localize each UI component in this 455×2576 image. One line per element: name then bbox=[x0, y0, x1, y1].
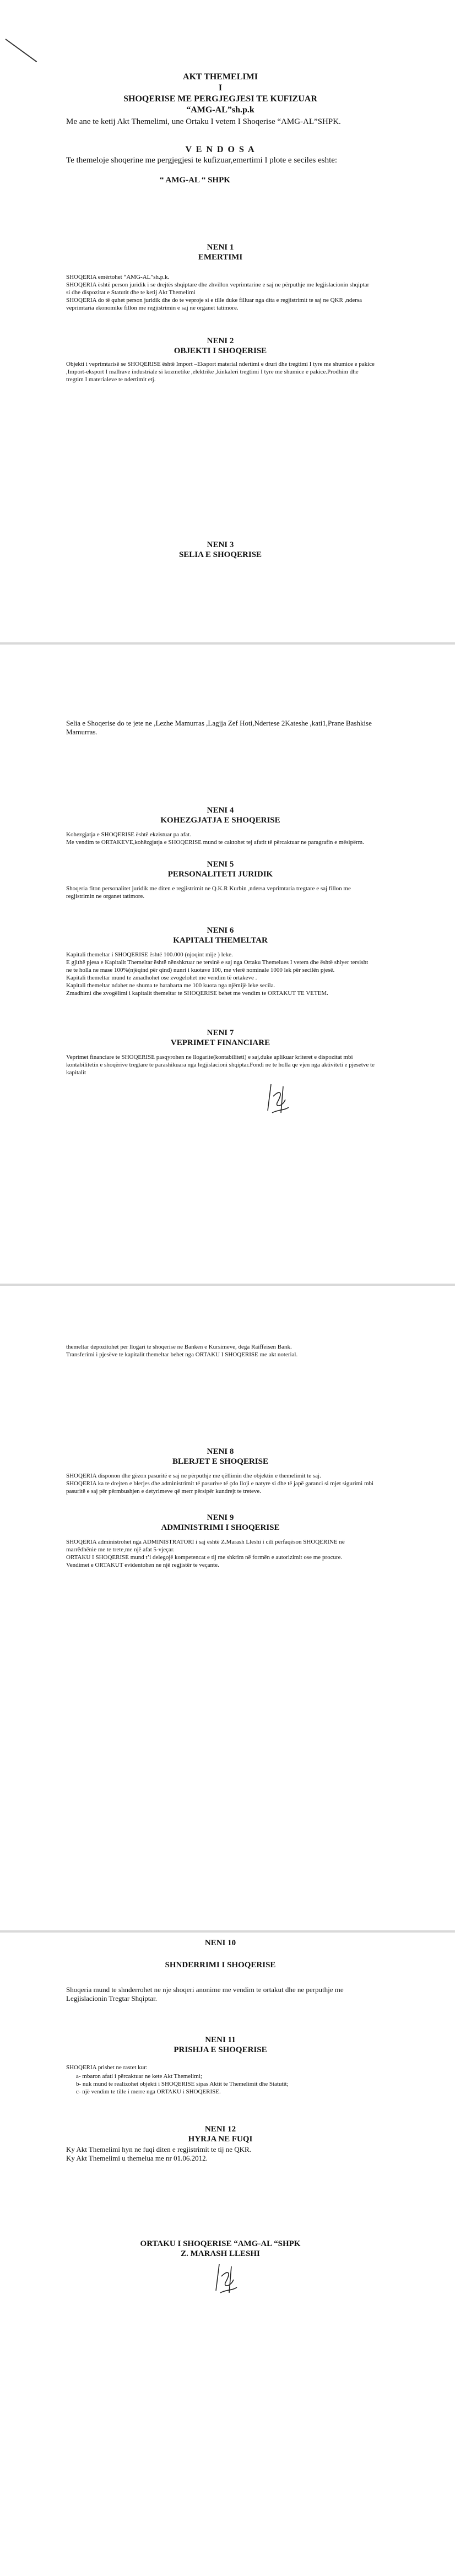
s6-p1: Kapitali themeltar i SHOQERISE është 100.000 (njoqint mije ) leke. bbox=[66, 951, 233, 958]
s4-text bbox=[66, 831, 375, 846]
s9-number: NENI 9 bbox=[207, 1513, 234, 1522]
s1-text bbox=[66, 273, 375, 312]
s7-title: VEPRIMET FINANCIARE bbox=[170, 1038, 270, 1047]
s7-number: NENI 7 bbox=[207, 1029, 234, 1037]
s2-text: Objekti i veprimtarisë se SHOQERISE është Import –Eksport material ndertimi e druri dhe tregtimi I tyre me shumice e pakice ,Import-eksport I mallrave industriale si kozmetike ,elektrike ,kinkaleri tregtimi I tyre me shumice e pakice.Prodhim dhe tregtim I materialeve te ndertimit etj. bbox=[66, 361, 375, 383]
document-page-1 bbox=[0, 0, 455, 642]
s12-p2: Ky Akt Themelimi u themelua me nr 01.06.2012. bbox=[66, 2154, 208, 2162]
s5-text: Shoqeria fiton personalitet juridik me diten e regjistrimit ne Q.K.R Kurbin ,ndersa veprimtaria tregtare e saj fillon me regjistrimin ne organet tatimore. bbox=[66, 885, 351, 900]
s10-number: NENI 10 bbox=[204, 1939, 236, 1947]
s2-title: OBJEKTI I SHOQERISE bbox=[174, 347, 267, 355]
list-item: a- mbaron afati i përcaktuar ne kete Akt Themelimi; bbox=[76, 2073, 202, 2080]
s9-p3: Vendimet e ORTAKUT evidentohen ne një regjistër te veçante. bbox=[66, 1562, 219, 1568]
s6-p2: E gjithë pjesa e Kapitalit Themeltar është nënshkruar ne tersinë e saj nga Ortaku Themelues I vetem dhe është shlyer tersisht ne te holla ne mase 100%(njëqind për qind) nunri i kuotave 100, me vlerë nominale 1000 lek për secilën pjesë. bbox=[66, 959, 369, 973]
s11-text bbox=[66, 2064, 375, 2096]
list-item: b- nuk mund te realizohet objekti i SHOQERISE sipas Aktit te Themelimit dhe Statutit; bbox=[76, 2081, 289, 2087]
s10-text: Shoqeria mund te shnderrohet ne nje shoqeri anonime me vendim te ortakut dhe ne perputhje me Legjislacionin Tregtar Shqiptar. bbox=[66, 1985, 344, 2003]
s9-text bbox=[66, 1538, 375, 1569]
s7-text-part2 bbox=[66, 1343, 375, 1359]
s11-p1: SHOQERIA prishet ne rastet kur: bbox=[66, 2064, 148, 2071]
footer-signatory-name: Z. MARASH LLESHI bbox=[181, 2249, 260, 2258]
s4-p2: Me vendim te ORTAKEVE,kohëzgjatja e SHOQERISE mund te caktohet tej afatit të përcaktuar ne paragrafin e mësipërm. bbox=[66, 839, 364, 846]
doc-title-line2: I bbox=[218, 83, 223, 93]
doc-title-line4: “AMG-AL”sh.p.k bbox=[186, 105, 254, 115]
s4-number: NENI 4 bbox=[207, 806, 234, 815]
s9-p2: ORTAKU I SHOQERISE mund t’i delegojë kompetencat e tij me shkrim në formën e autorizimit ose me procure. bbox=[66, 1554, 343, 1561]
s1-p2: SHOQERIA është person juridik i se drejtës shqiptare dhe zhvillon veprimtarine e saj ne përputhje me legjislacionin shqiptar si dhe dispozitat e Statutit dhe te ketij Akt Themelimi bbox=[66, 282, 370, 296]
s12-title: HYRJA NE FUQI bbox=[188, 2135, 253, 2144]
document-page-2 bbox=[0, 645, 455, 1284]
handwritten-signature bbox=[209, 2260, 242, 2298]
document-page-4 bbox=[0, 1933, 455, 2576]
intro-paragraph: Me ane te ketij Akt Themelimi, une Ortaku I vetem I Shoqerise “AMG-AL”SHPK. bbox=[66, 117, 341, 126]
s12-p1: Ky Akt Themelimi hyn ne fuqi diten e regjistrimit te tij ne QKR. bbox=[66, 2145, 251, 2153]
s9-title: ADMINISTRIMI I SHOQERISE bbox=[161, 1523, 280, 1532]
vendosa-heading: V E N D O S A bbox=[185, 145, 256, 154]
s6-title: KAPITALI THEMELTAR bbox=[173, 936, 268, 945]
footer-signatory-company: ORTAKU I SHOQERISE “AMG-AL “SHPK bbox=[140, 2239, 301, 2248]
s1-title: EMERTIMI bbox=[198, 253, 243, 262]
s10-title: SHNDERRIMI I SHOQERISE bbox=[165, 1961, 276, 1969]
s2-number: NENI 2 bbox=[207, 337, 234, 345]
s8-text bbox=[66, 1472, 375, 1495]
list-item: c- një vendim te tille i merre nga ORTAKU i SHOQERISE. bbox=[76, 2088, 221, 2095]
s6-p4: Kapitali themeltar ndahet ne shuma te barabarta me 100 kuota nga njëmijë leke secila. bbox=[66, 982, 275, 989]
document-page-3 bbox=[0, 1286, 455, 1930]
s11-number: NENI 11 bbox=[205, 2036, 236, 2044]
s5-title: PERSONALITETI JURIDIK bbox=[167, 870, 273, 879]
s7-p2: themeltar depozitohet per llogari te shoqerise ne Banken e Kursimeve, dega Raiffeisen Bank. bbox=[66, 1344, 292, 1350]
s8-p1: SHOQERIA disponon dhe gëzon pasuritë e saj ne përputhje me qëllimin dhe objektin e themelimit te saj. bbox=[66, 1473, 321, 1479]
s3-title: SELIA E SHOQERISE bbox=[178, 550, 262, 559]
s4-title: KOHEZGJATJA E SHOQERISE bbox=[160, 816, 280, 825]
decision-paragraph: Te themeloje shoqerine me pergjegjesi te kufizuar,emertimi I plote e seciles eshte: bbox=[66, 156, 338, 165]
s12-text bbox=[66, 2145, 375, 2163]
s6-text bbox=[66, 951, 375, 997]
s12-number: NENI 12 bbox=[204, 2125, 236, 2134]
handwritten-signature bbox=[261, 1080, 294, 1118]
scan-corner-mark bbox=[5, 39, 37, 62]
s6-number: NENI 6 bbox=[207, 926, 234, 935]
s7-text-part1: Veprimet financiare te SHOQERISE pasqyrohen ne llogarite(kontabiliteti) e saj,duke aplikuar kriteret e dispozitat mbi kontabilitetin e shoqërive tregtare te parashikuara nga legjislacioni shqiptar.Fondi ne te holla qe vjen nga aktiviteti e pjesetve te kapitalit bbox=[66, 1054, 375, 1076]
s1-number: NENI 1 bbox=[207, 243, 234, 252]
doc-title-line1: AKT THEMELIMI bbox=[183, 72, 258, 82]
s6-p3: Kapitali themeltar mund te zmadhohet ose zvogelohet me vendim të ortakeve . bbox=[66, 975, 257, 981]
s1-p1: SHOQERIA emërtohet “AMG-AL”sh.p.k. bbox=[66, 274, 170, 280]
s8-p2: SHOQERIA ka te drejten e blerjes dhe administrimit të pasurive të çdo lloji e natyre si dhe të japë garanci si mjet sigurimi mbi pasuritë e saj për përmbushjen e detyrimeve që merr përsipër kundrejt te treteve. bbox=[66, 1480, 374, 1495]
s5-number: NENI 5 bbox=[207, 860, 234, 869]
s3-number: NENI 3 bbox=[207, 540, 234, 549]
s9-p1: SHOQERIA administrohet nga ADMINISTRATORI i saj është Z.Marash Lleshi i cili përfaqëson SHOQERINE në marrëdhënie me te trete,me një afat 5-vjeçar. bbox=[66, 1539, 345, 1553]
s4-p1: Kohezgjatja e SHOQERISE është ekzistuar pa afat. bbox=[66, 831, 191, 838]
decision-company-name: “ AMG-AL “ SHPK bbox=[160, 176, 230, 185]
s8-title: BLERJET E SHOQERISE bbox=[172, 1457, 268, 1466]
s7-p3: Transferimi i pjesëve te kapitalit themeltar behet nga ORTAKU I SHOQERISE me akt noterial. bbox=[66, 1351, 298, 1358]
s11-title: PRISHJA E SHOQERISE bbox=[174, 2045, 267, 2054]
s8-number: NENI 8 bbox=[207, 1447, 234, 1456]
s11-list bbox=[66, 2072, 375, 2096]
s1-p3: SHOQERIA do të quhet person juridik dhe do te veproje si e tille duke filluar nga dita e regjistrimit te saj ne QKR ,ndersa veprimtaria ekonomike fillon me regjistrimin e saj ne organet tatimore. bbox=[66, 297, 362, 311]
doc-title-line3: SHOQERISE ME PERGJEGJESI TE KUFIZUAR bbox=[123, 94, 317, 104]
s6-p5: Zmadhimi dhe zvogëlimi i kapitalit themeltar te SHOQERISE behet me vendim te ORTAKUT TE VETEM. bbox=[66, 990, 328, 997]
s3-text: Selia e Shoqerise do te jete ne ,Lezhe Mamurras ,Lagjja Zef Hoti,Ndertese 2Kateshe ,kati1,Prane Bashkise Mamurras. bbox=[66, 719, 372, 736]
